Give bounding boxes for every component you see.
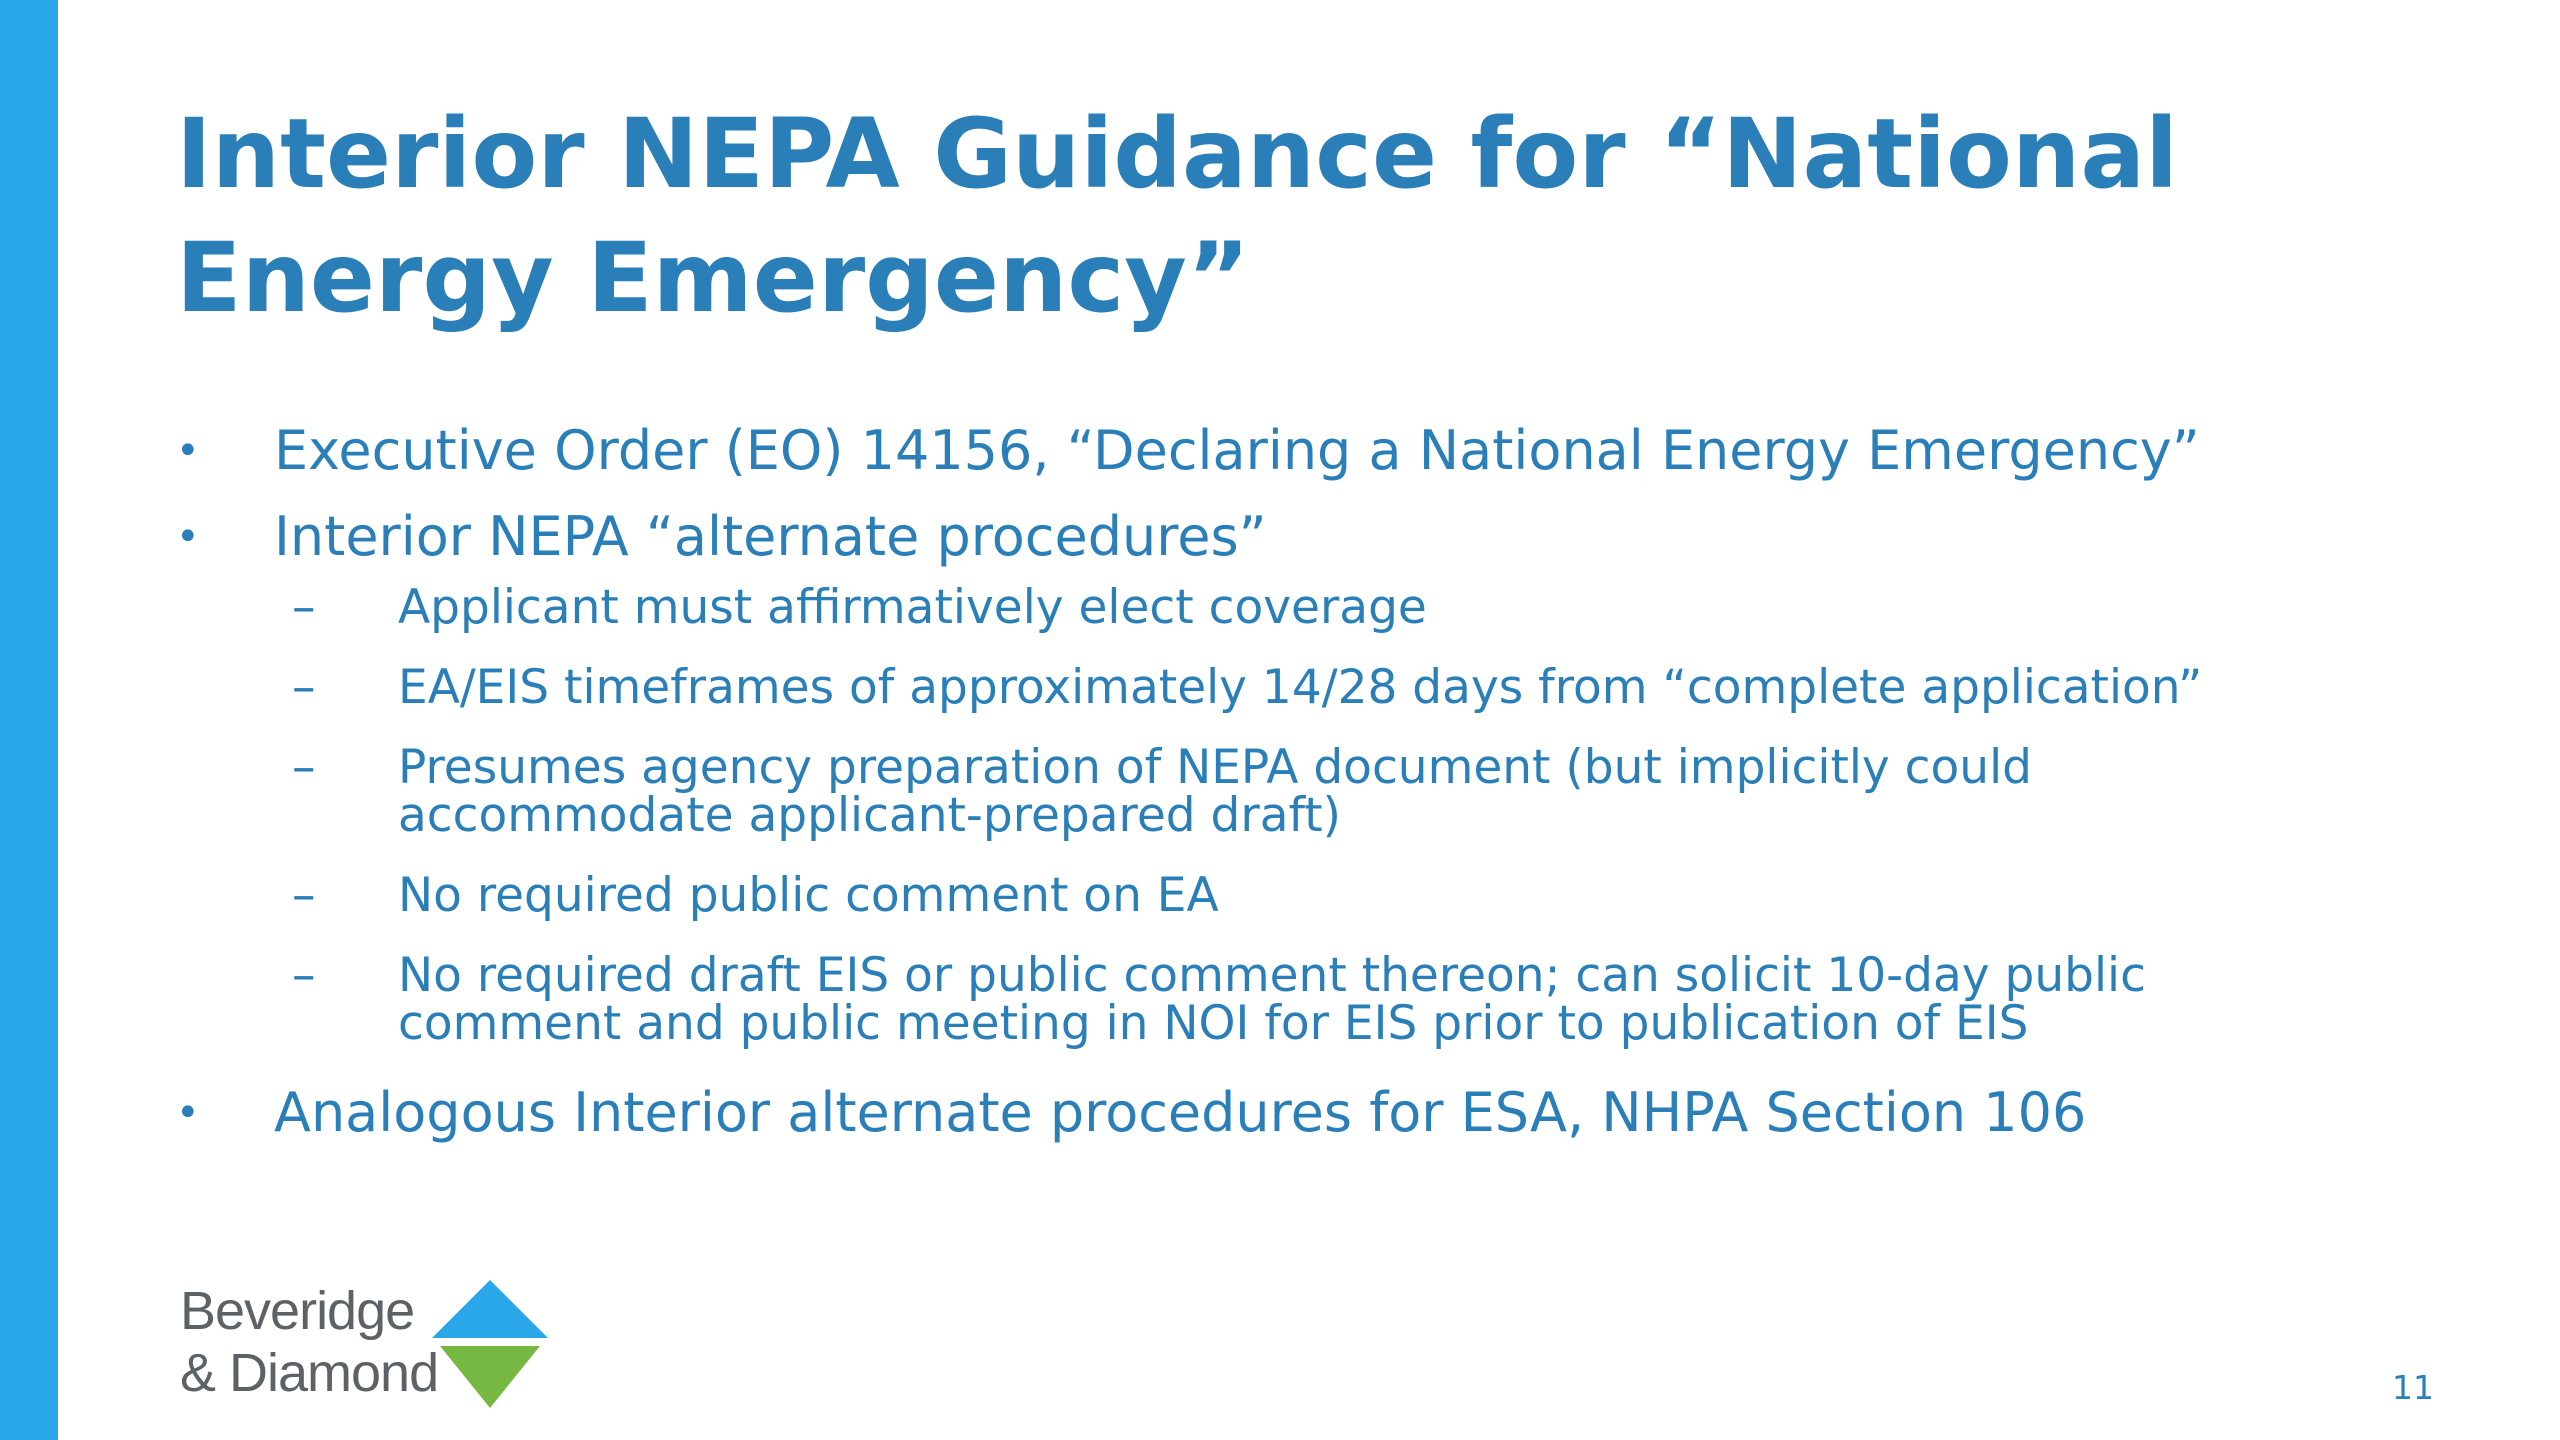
logo-line-2: & Diamond — [180, 1343, 439, 1403]
slide-title: Interior NEPA Guidance for “National Energy Emergency” — [176, 98, 2179, 334]
sub-bullet-item: – EA/EIS timeframes of approximately 14/28 days from “complete application” — [176, 664, 2426, 712]
sub-bullet-item: – No required public comment on EA — [176, 872, 2426, 920]
page-number: 11 — [2392, 1368, 2434, 1407]
bullet-list — [176, 418, 2426, 1166]
diamond-blue-top-icon — [432, 1280, 548, 1338]
bullet-item-alternate-procedures — [176, 504, 2426, 1051]
sub-bullet-item: – Presumes agency preparation of NEPA document (but implicitly could accommodate applicant-prepared draft) — [176, 744, 2426, 840]
logo-wordmark — [180, 1280, 438, 1404]
bullet-text: Interior NEPA “alternate procedures” — [274, 505, 1267, 568]
sub-bullet-item: – Applicant must affirmatively elect coverage — [176, 584, 2426, 632]
logo-line-1: Beveridge — [180, 1281, 415, 1341]
diamond-green-bottom-icon — [440, 1346, 540, 1408]
diamond-logo-icon — [428, 1280, 552, 1410]
bullet-text: Analogous Interior alternate procedures for ESA, NHPA Section 106 — [274, 1081, 2087, 1144]
diamond-white-band-icon — [432, 1338, 548, 1346]
bullet-item-eo — [176, 418, 2426, 484]
beveridge-diamond-logo — [180, 1280, 560, 1420]
bullet-text: Executive Order (EO) 14156, “Declaring a National Energy Emergency” — [274, 419, 2200, 482]
bullet-item-analogous-procedures — [176, 1080, 2426, 1146]
sub-bullet-item: – No required draft EIS or public comment thereon; can solicit 10-day public comment and public meeting in NOI for EIS prior to publication of EIS — [176, 952, 2426, 1048]
left-accent-bar — [0, 0, 58, 1440]
sub-bullet-list — [176, 580, 2426, 1051]
